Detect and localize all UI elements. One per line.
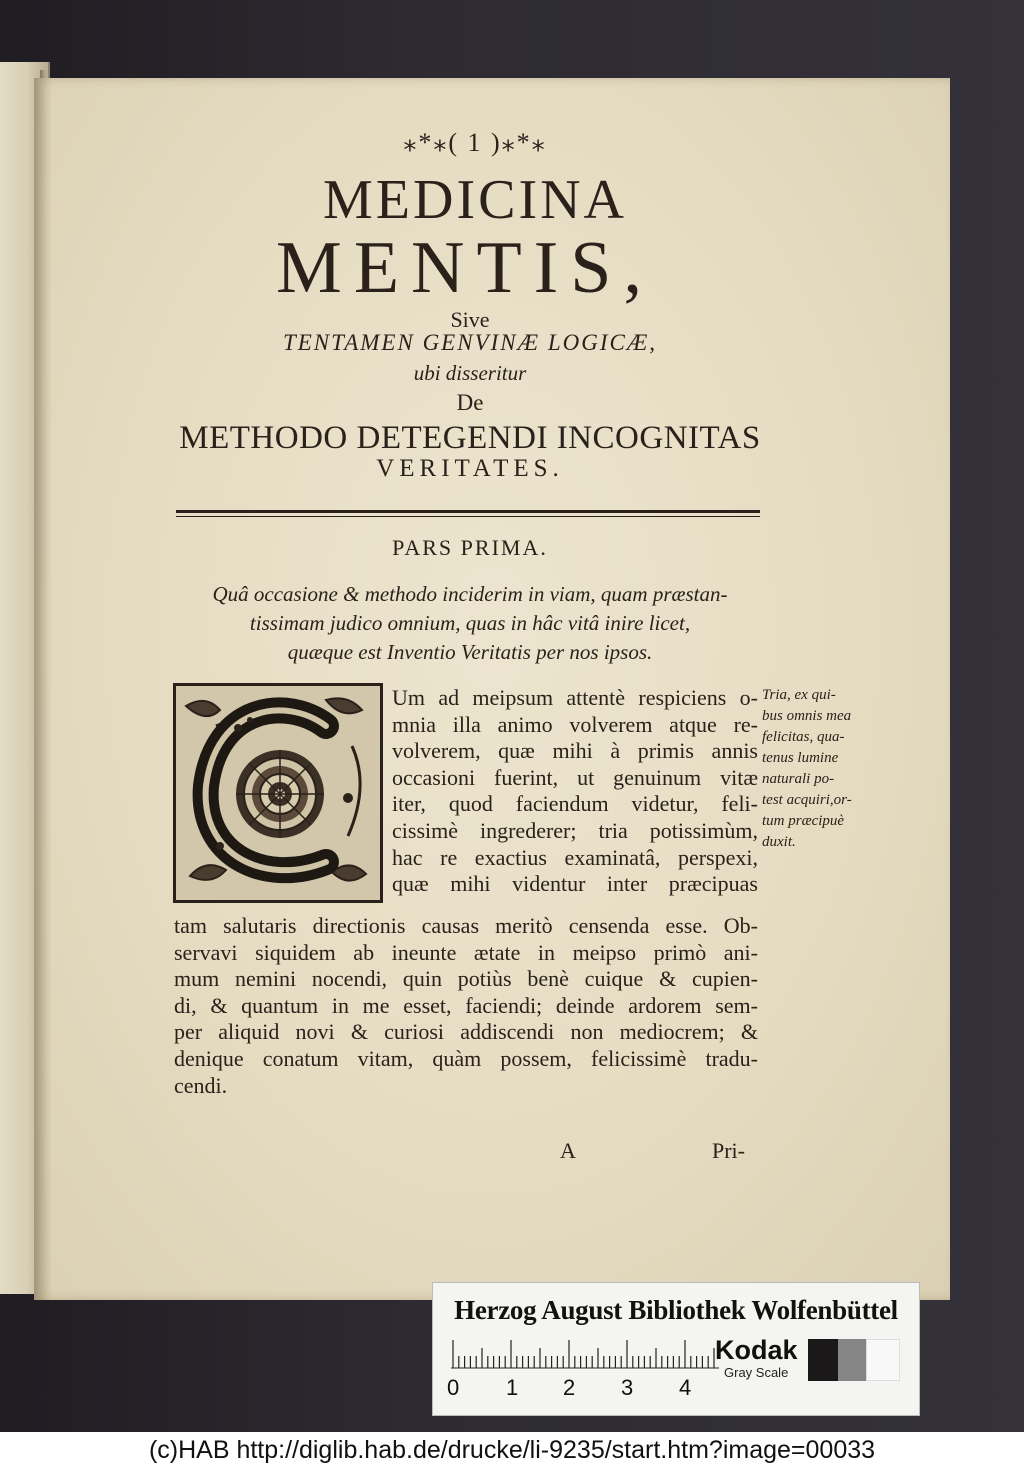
text-line: Um ad meipsum attentè respiciens o-	[392, 685, 758, 710]
argument-line: Quâ occasione & methodo inciderim in viam, quam præstan-	[212, 582, 728, 606]
page-number: ⁎*⁎( 1 )⁎*⁎	[403, 128, 547, 157]
body-text-full-width	[174, 913, 758, 1099]
text-line: denique conatum vitam, quàm possem, felicissimè tradu-	[174, 1045, 758, 1071]
methodo-heading: METHODO DETEGENDI INCOGNITAS	[179, 420, 761, 456]
decorated-initial-c	[173, 683, 383, 903]
text-line: quæ mihi videntur inter præcipuas	[392, 871, 758, 897]
marginal-note	[762, 685, 882, 853]
catchword: Pri-	[712, 1138, 745, 1163]
text-line: servavi siquidem ab ineunte ætate in meipso primò ani-	[174, 939, 758, 965]
page-gutter-shadow	[34, 78, 52, 1300]
ruler-number: 4	[679, 1375, 692, 1400]
white-swatch	[866, 1339, 900, 1381]
ruler-numbers	[433, 1375, 733, 1405]
floral-initial-icon	[176, 686, 380, 900]
sive-word: Sive	[450, 307, 490, 332]
text-line: iter, quod faciendum videtur, feli-	[392, 791, 758, 817]
divider-rule-thick	[176, 510, 760, 513]
text-line: volverem, quæ mihi à primis annis	[392, 738, 758, 764]
marginal-line: naturali po-	[762, 771, 835, 787]
text-line: occasioni fuerint, ut genuinum vitæ	[392, 764, 758, 790]
text-line: hac re exactius examinatâ, perspexi,	[392, 844, 758, 870]
library-name: Herzog August Bibliothek Wolfenbüttel	[454, 1295, 898, 1325]
text-line: mnia illa animo volverem atque re-	[392, 711, 758, 737]
black-swatch	[808, 1339, 838, 1381]
ruler-number: 3	[621, 1375, 634, 1400]
argument-line: tissimam judico omnium, quas in hâc vitâ inire licet,	[249, 611, 691, 635]
text-line: tam salutaris directionis causas meritò censenda esse. Ob-	[174, 913, 758, 938]
marginal-line: tum præcipuè	[762, 813, 845, 829]
chapter-argument	[175, 580, 765, 667]
signature-mark: A	[560, 1138, 576, 1163]
title-line-1: MEDICINA	[323, 169, 627, 231]
text-line: cissimè ingrederer; tria potissimùm,	[392, 817, 758, 843]
marginal-line: tenus lumine	[762, 750, 839, 766]
veritates-heading: VERITATES.	[376, 455, 564, 482]
gray-scale-label: Gray Scale	[724, 1365, 789, 1380]
ubi-disseritur: ubi disseritur	[413, 361, 527, 385]
section-heading: PARS PRIMA.	[392, 535, 548, 560]
de-word: De	[456, 390, 484, 415]
argument-line: quæque est Inventio Veritatis per nos ipsos.	[287, 640, 653, 664]
ruler-number: 0	[447, 1375, 460, 1400]
kodak-brand: Kodak	[715, 1335, 798, 1365]
marginal-line: test acquiri,or-	[762, 792, 852, 808]
title-line-2: MENTIS,	[276, 227, 654, 309]
divider-rule-thin	[176, 516, 760, 517]
text-line: per aliquid novi & curiosi addiscendi non mediocrem; &	[174, 1019, 758, 1045]
ruler-number: 1	[506, 1375, 519, 1400]
text-line: cendi.	[174, 1072, 228, 1098]
copyright-url: (c)HAB http://diglib.hab.de/drucke/li-9235/start.htm?image=00033	[148, 1436, 876, 1464]
gray-swatch	[838, 1339, 866, 1381]
marginal-line: Tria, ex qui-	[762, 687, 836, 703]
subtitle: TENTAMEN GENVINÆ LOGICÆ,	[282, 330, 658, 355]
marginal-line: felicitas, qua-	[762, 729, 845, 745]
text-line: di, & quantum in me esset, faciendi; deinde ardorem sem-	[174, 992, 758, 1018]
marginal-line: duxit.	[762, 834, 796, 850]
text-line: mum nemini nocendi, quin potiùs benè cuique & cupien-	[174, 966, 758, 992]
body-text-right-of-initial	[392, 685, 758, 898]
ruler-icon	[451, 1339, 719, 1369]
ruler-number: 2	[563, 1375, 576, 1400]
marginal-line: bus omnis mea	[762, 708, 852, 724]
footer-bar	[0, 1432, 1024, 1469]
library-color-card	[432, 1282, 920, 1416]
